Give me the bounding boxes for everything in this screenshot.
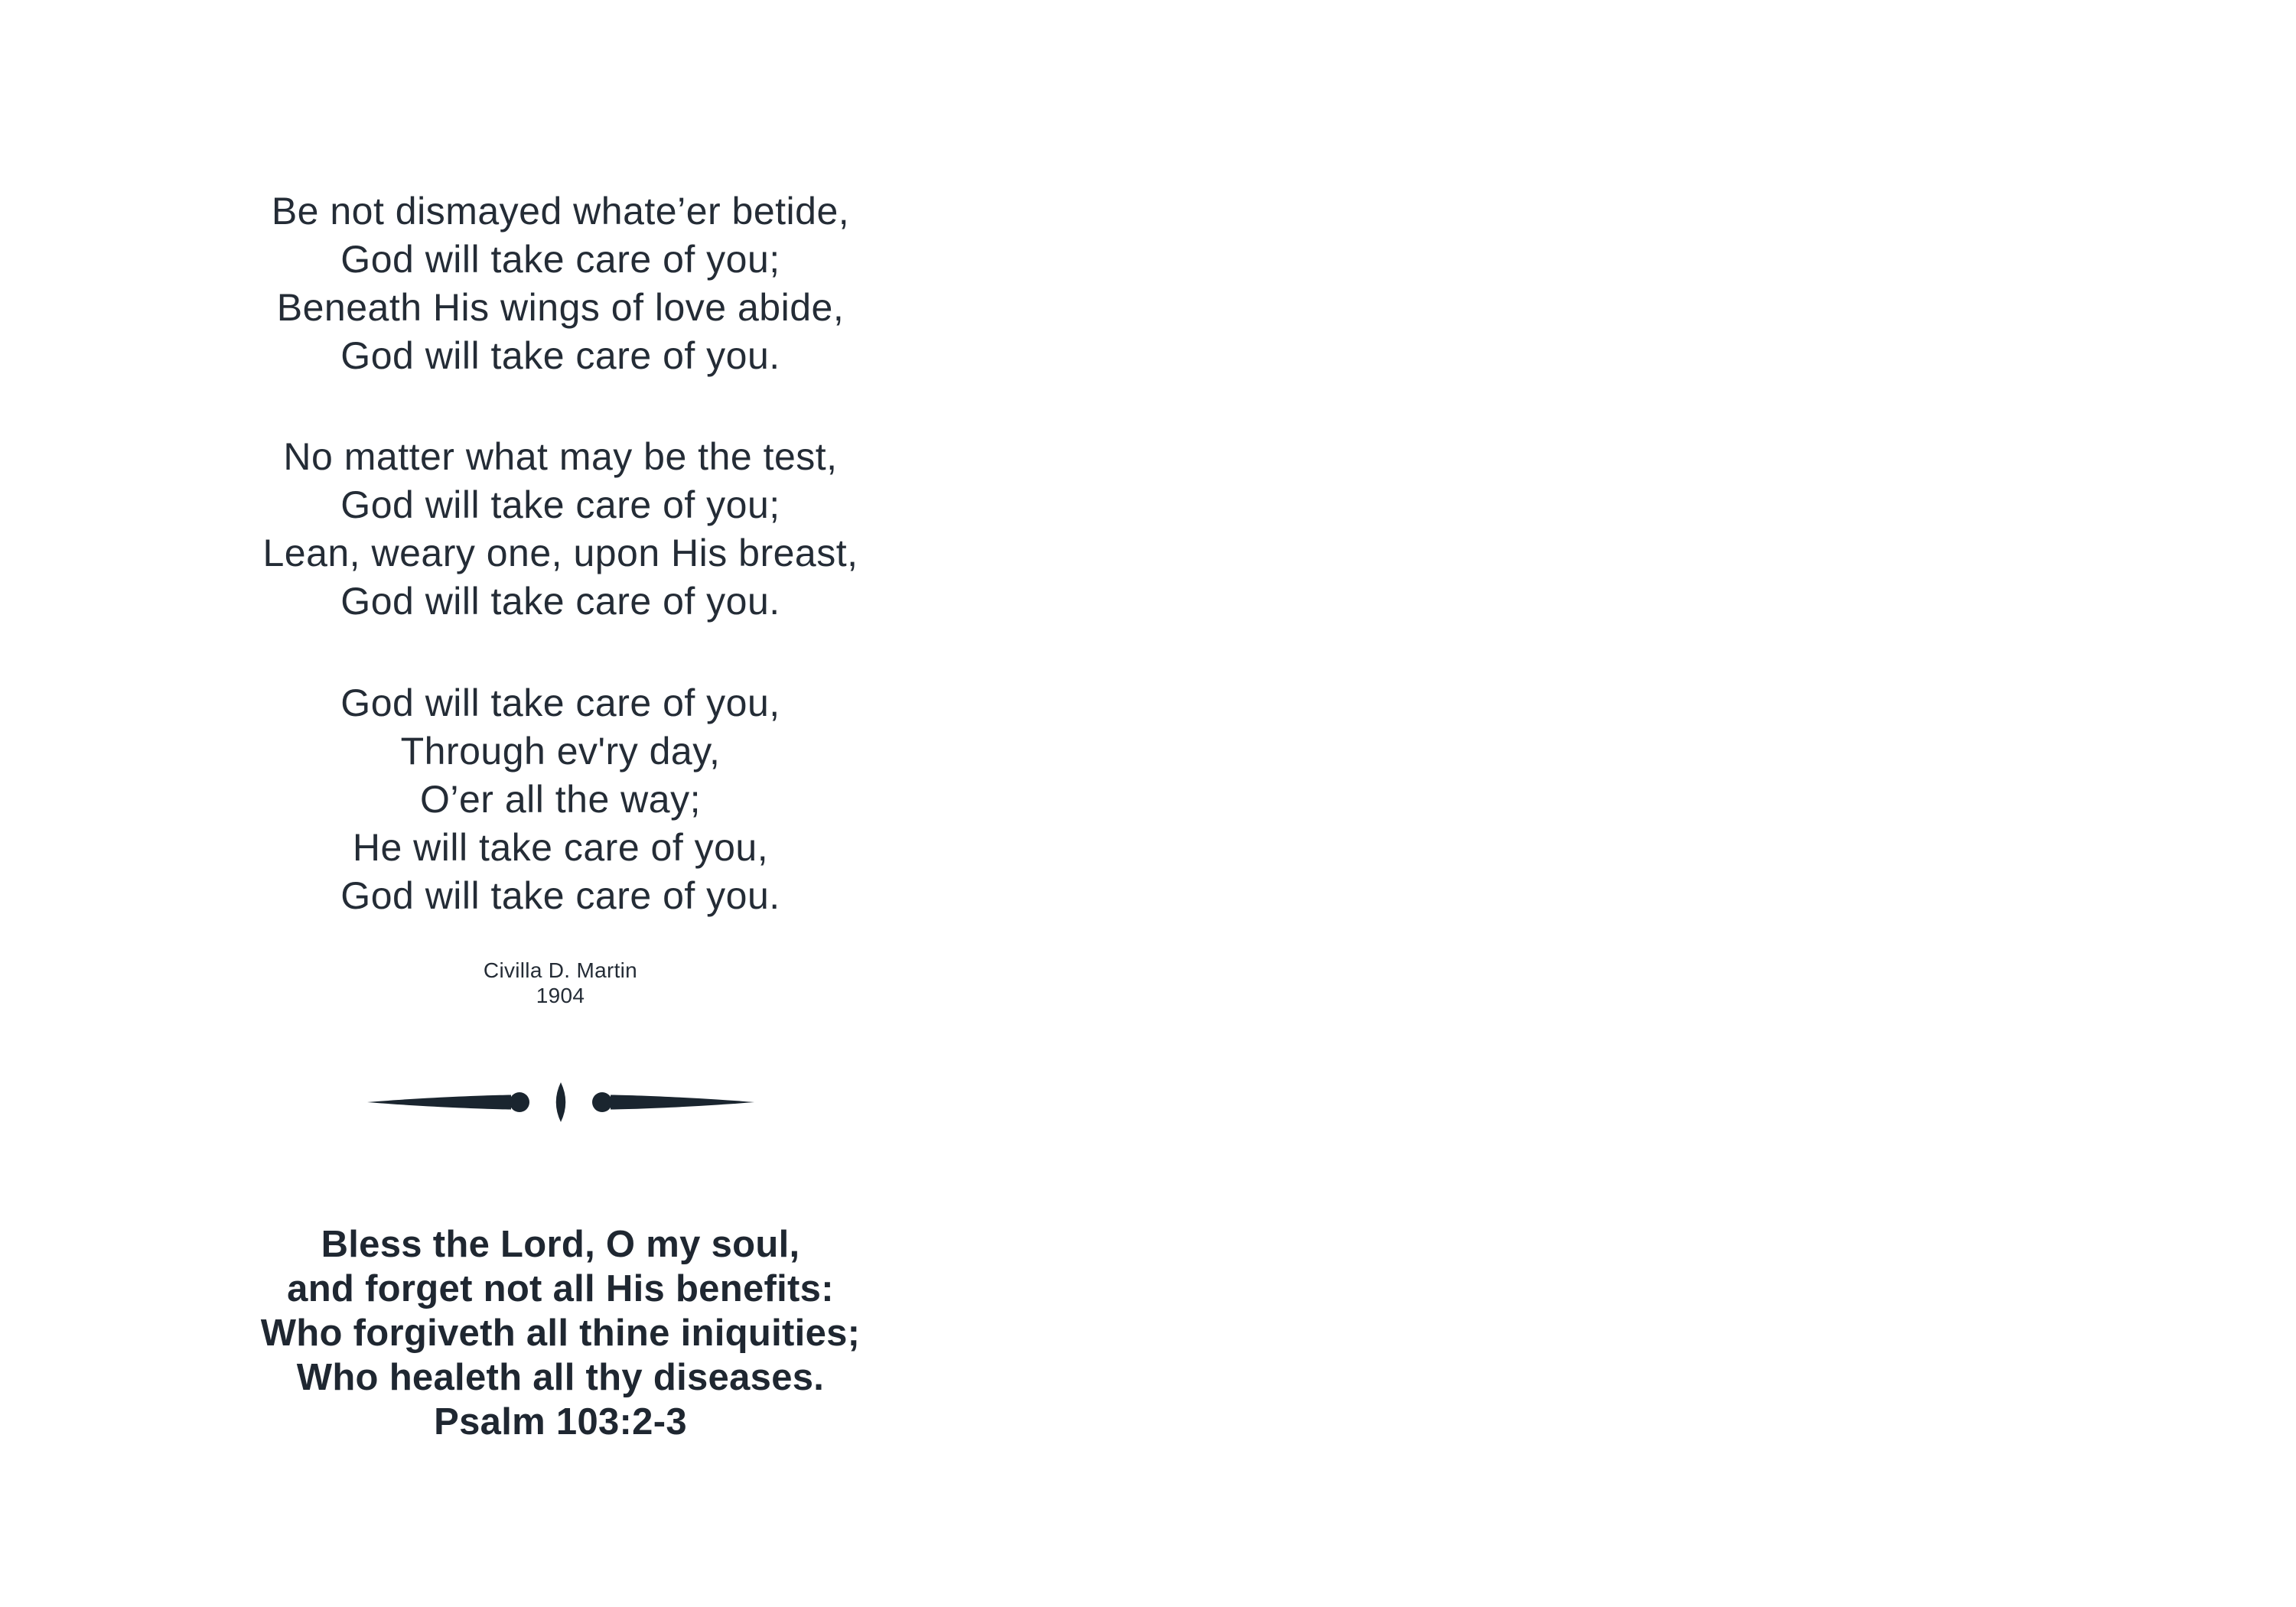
hymn-chorus xyxy=(176,679,945,920)
scripture-line: Who healeth all thy diseases. xyxy=(296,1357,825,1398)
hymn-line: No matter what may be the test, xyxy=(283,435,838,478)
hymn-line: God will take care of you. xyxy=(340,580,780,623)
hymn-year: 1904 xyxy=(536,984,585,1007)
hymn-line: Lean, weary one, upon His breast, xyxy=(262,532,858,574)
hymn-stanza-2 xyxy=(176,433,945,626)
hymn-stanza-1 xyxy=(176,187,945,380)
hymn-line: Through ev'ry day, xyxy=(400,730,721,773)
hymn-content-column xyxy=(176,187,945,1444)
hymn-line: Be not dismayed whate’er betide, xyxy=(271,190,850,233)
hymn-line: God will take care of you, xyxy=(340,682,780,724)
hymn-author: Civilla D. Martin xyxy=(483,958,638,982)
hymn-line: God will take care of you. xyxy=(340,334,780,377)
decorative-divider xyxy=(176,1079,945,1125)
scripture-reference: Psalm 103:2-3 xyxy=(434,1401,687,1443)
hymn-line: God will take care of you; xyxy=(340,238,780,281)
hymn-attribution xyxy=(176,958,945,1008)
scripture-line: Who forgiveth all thine iniquities; xyxy=(260,1313,861,1354)
scripture-line: Bless the Lord, O my soul, xyxy=(321,1224,800,1265)
right-page-blank xyxy=(1148,0,2296,1607)
hymn-line: Beneath His wings of love abide, xyxy=(276,286,845,329)
hymn-line: O’er all the way; xyxy=(420,778,701,821)
scripture-line: and forget not all His benefits: xyxy=(287,1268,834,1309)
hymn-line: God will take care of you; xyxy=(340,483,780,526)
scripture-quote xyxy=(176,1222,945,1444)
hymn-line: God will take care of you. xyxy=(340,874,780,917)
flourish-divider-icon xyxy=(366,1079,756,1125)
hymn-line: He will take care of you, xyxy=(352,826,769,869)
